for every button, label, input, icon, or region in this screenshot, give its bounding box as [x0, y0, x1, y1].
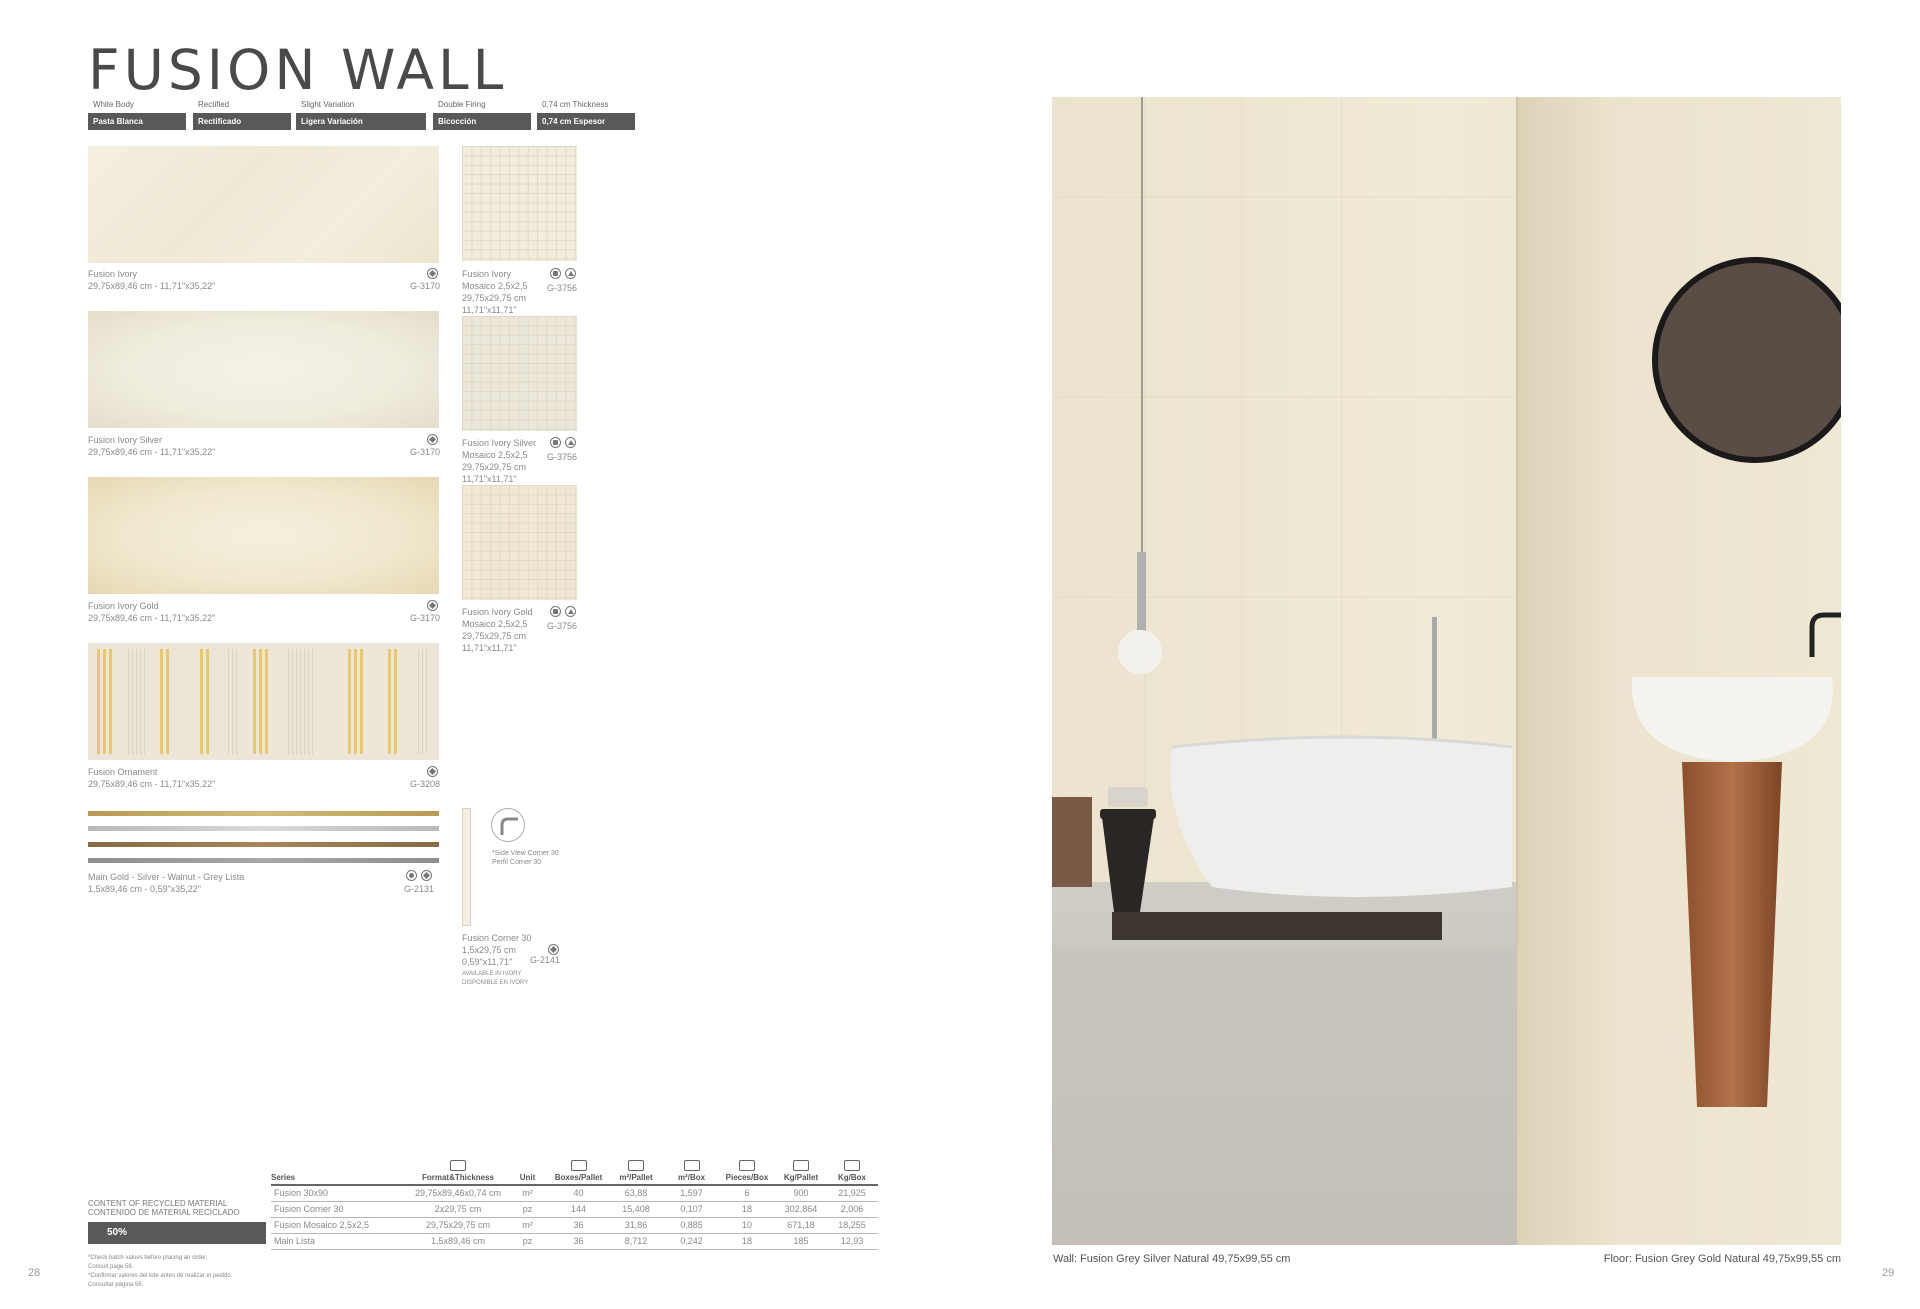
corner-profile-icon — [491, 808, 525, 842]
cell: 1,597 — [665, 1185, 718, 1201]
feature-label-es: Bicocción — [433, 113, 531, 130]
cell: 0,242 — [665, 1233, 718, 1249]
floor-caption: Floor: Fusion Grey Gold Natural 49,75x99,55 cm — [1603, 1253, 1841, 1265]
cell: Fusion 30x90 — [271, 1185, 411, 1201]
header-label: Pieces/Box — [725, 1173, 769, 1182]
feature-slight-variation — [296, 100, 426, 130]
header-series: Series — [271, 1173, 296, 1182]
tile-size: 1,5x29,75 cm — [462, 945, 517, 955]
corner-piece-image — [462, 808, 471, 926]
header-unit: Unit — [519, 1173, 536, 1182]
bathroom-photo — [1052, 97, 1841, 1245]
tile-fusion-ornament-image — [88, 643, 439, 760]
tile-mosaic-silver-image — [462, 316, 577, 431]
tile-name: Fusion Ivory — [88, 269, 138, 279]
tile-size: 29,75x89,46 cm - 11,71"x35,22" — [88, 281, 216, 291]
tile-size-inches: 11,71"x11,71" — [462, 305, 517, 315]
tile-name: Fusion Ivory Gold — [462, 607, 533, 617]
tile-fusion-ivory-silver-image — [88, 311, 439, 428]
header-label: Format&Thickness — [421, 1173, 495, 1182]
cell: 900 — [776, 1185, 826, 1201]
bathroom-scene-graphic — [1052, 97, 1841, 1245]
header-label: Boxes/Pallet — [554, 1173, 603, 1182]
tile-size: 1,5x89,46 cm - 0,59"x35,22" — [88, 884, 201, 894]
diamond-icon — [421, 870, 432, 881]
cell: 0,885 — [665, 1217, 718, 1233]
cell: 29,75x89,46x0,74 cm — [411, 1185, 505, 1201]
cell: pz — [505, 1233, 550, 1249]
footnote-line: Consultar página 58. — [88, 1282, 144, 1288]
tile-mosaic-ivory-image — [462, 146, 577, 261]
diamond-icon — [548, 944, 559, 955]
feature-label-es: Rectificado — [193, 113, 291, 130]
feature-label-en: Slight Variation — [301, 100, 355, 109]
pallet-weight-icon — [793, 1160, 809, 1171]
tile-code: G-2131 — [404, 884, 435, 894]
tile-size-inches: 11,71"x11,71" — [462, 643, 517, 653]
lista-walnut-bar — [88, 842, 439, 847]
lista-silver-bar — [88, 826, 439, 831]
cell: 2,006 — [826, 1201, 878, 1217]
footnote-line: *Check batch values before placing an order. — [88, 1255, 208, 1261]
header-label: m²/Box — [677, 1173, 706, 1182]
tile-code: G-2141 — [530, 955, 561, 965]
page-number-right: 29 — [1882, 1267, 1895, 1279]
tile-size: 29,75x29,75 cm — [462, 293, 527, 303]
cell: 18 — [718, 1201, 776, 1217]
cell: 2x29,75 cm — [411, 1201, 505, 1217]
recycled-value-badge: 50% — [88, 1222, 266, 1244]
tile-subname: Mosaico 2,5x2,5 — [462, 450, 528, 460]
table-row — [271, 1185, 878, 1201]
cell: pz — [505, 1201, 550, 1217]
lista-grey-bar — [88, 858, 439, 863]
side-view-label-es: Perfil Corner 30 — [492, 859, 542, 866]
square-icon — [550, 437, 561, 448]
tile-fusion-ivory-gold-image — [88, 477, 439, 594]
tile-mosaic-gold-image — [462, 485, 577, 600]
header-format — [411, 1158, 505, 1185]
tile-format-icon — [450, 1160, 466, 1171]
tile-code: G-3208 — [410, 779, 441, 789]
tile-code: G-3170 — [410, 281, 441, 291]
tile-size: 29,75x89,46 cm - 11,71"x35,22" — [88, 447, 216, 457]
cell: m² — [505, 1217, 550, 1233]
tile-name: Fusion Ivory — [462, 269, 512, 279]
tile-size-inches: 0,59"x11,71" — [462, 957, 513, 967]
table-row — [271, 1201, 878, 1217]
cell: 12,93 — [826, 1233, 878, 1249]
feature-thickness — [537, 100, 635, 130]
cell: Main Lista — [271, 1233, 411, 1249]
tile-code: G-3756 — [547, 621, 578, 631]
tile-code: G-3170 — [410, 447, 441, 457]
feature-label-en: White Body — [93, 100, 134, 109]
header-label: Kg/Box — [838, 1173, 866, 1182]
cell: 18,255 — [826, 1217, 878, 1233]
corner-profile-graphic — [492, 809, 526, 843]
tile-name: Fusion Ivory Gold — [88, 601, 159, 611]
header-m2-pallet — [607, 1158, 665, 1185]
header-label: Kg/Pallet — [783, 1173, 819, 1182]
pallet-area-icon — [628, 1160, 644, 1171]
cell: 21,925 — [826, 1185, 878, 1201]
tile-fusion-ivory-image — [88, 146, 439, 263]
tile-size: 29,75x29,75 cm — [462, 631, 527, 641]
cell: 40 — [550, 1185, 607, 1201]
recycled-label-es: CONTENIDO DE MATERIAL RECICLADO — [88, 1208, 240, 1217]
side-view-label: *Side View Corner 30 — [492, 850, 559, 857]
pallet-icon — [571, 1160, 587, 1171]
tile-code: G-3756 — [547, 452, 578, 462]
tile-size: 29,75x89,46 cm - 11,71"x35,22" — [88, 613, 216, 623]
cell: 36 — [550, 1233, 607, 1249]
page-number-left: 28 — [28, 1267, 41, 1279]
square-icon — [550, 268, 561, 279]
footnote-line: Consult page 58. — [88, 1264, 134, 1270]
header-kg-box — [826, 1158, 878, 1185]
wall-caption: Wall: Fusion Grey Silver Natural 49,75x99,55 cm — [1053, 1253, 1291, 1265]
tile-name: Fusion Ivory Silver — [462, 438, 537, 448]
cell: 18 — [718, 1233, 776, 1249]
cell: 31,86 — [607, 1217, 665, 1233]
tile-size: 29,75x29,75 cm — [462, 462, 527, 472]
tile-name: Fusion Corner 30 — [462, 933, 532, 943]
diamond-icon — [427, 434, 438, 445]
box-pieces-icon — [739, 1160, 755, 1171]
header-boxes-pallet — [550, 1158, 607, 1185]
feature-label-en: Double Firing — [438, 100, 486, 109]
cell: m² — [505, 1185, 550, 1201]
cell: 8,712 — [607, 1233, 665, 1249]
header-label: m²/Pallet — [619, 1173, 653, 1182]
table-row — [271, 1233, 878, 1249]
feature-white-body — [88, 100, 186, 130]
table-row — [271, 1217, 878, 1233]
header-m2-box — [665, 1158, 718, 1185]
feature-double-firing — [433, 100, 531, 130]
cell: 1,5x89,46 cm — [411, 1233, 505, 1249]
tile-size-inches: 11,71"x11,71" — [462, 474, 517, 484]
table-header-row — [271, 1158, 878, 1185]
availability-label-es: DISPONIBLE EN IVORY — [462, 980, 529, 986]
lista-gold-bar — [88, 811, 439, 816]
cell: Fusion Mosaico 2,5x2,5 — [271, 1217, 411, 1233]
cell: 144 — [550, 1201, 607, 1217]
feature-label-en: Rectified — [198, 100, 230, 109]
availability-label: AVAILABLE IN IVORY — [462, 971, 522, 977]
cell: 0,107 — [665, 1201, 718, 1217]
cell: 6 — [718, 1185, 776, 1201]
tile-code: G-3756 — [547, 283, 578, 293]
tile-size: 29,75x89,46 cm - 11,71"x35,22" — [88, 779, 216, 789]
feature-label-es: Pasta Blanca — [88, 113, 186, 130]
square-icon — [550, 606, 561, 617]
tile-code: G-3170 — [410, 613, 441, 623]
cell: Fusion Corner 30 — [271, 1201, 411, 1217]
diamond-icon — [427, 268, 438, 279]
tile-subname: Mosaico 2,5x2,5 — [462, 619, 528, 629]
feature-label-es: Ligera Variación — [296, 113, 426, 130]
feature-rectified — [193, 100, 291, 130]
tile-name: Main Gold - Silver - Walnut - Grey Lista — [88, 872, 245, 882]
header-pieces-box — [718, 1158, 776, 1185]
circle-icon — [406, 870, 417, 881]
footnote-line: *Confirmar valores del lote antes de realizar el pedido. — [88, 1273, 233, 1279]
tile-name: Fusion Ornament — [88, 767, 158, 777]
cell: 29,75x29,75 cm — [411, 1217, 505, 1233]
header-kg-pallet — [776, 1158, 826, 1185]
cell: 10 — [718, 1217, 776, 1233]
recycled-label-en: CONTENT OF RECYCLED MATERIAL — [88, 1199, 228, 1208]
tile-subname: Mosaico 2,5x2,5 — [462, 281, 528, 291]
recycled-content-label — [88, 1199, 268, 1217]
cell: 185 — [776, 1233, 826, 1249]
ornament-stripes-graphic — [88, 643, 439, 760]
cell: 302,864 — [776, 1201, 826, 1217]
triangle-icon — [565, 606, 576, 617]
cell: 15,408 — [607, 1201, 665, 1217]
box-area-icon — [684, 1160, 700, 1171]
cell: 671,18 — [776, 1217, 826, 1233]
feature-label-es: 0,74 cm Espesor — [537, 113, 635, 130]
tile-name: Fusion Ivory Silver — [88, 435, 163, 445]
cell: 36 — [550, 1217, 607, 1233]
footnotes — [88, 1254, 288, 1290]
page-title: FUSION WALL — [88, 38, 508, 102]
triangle-icon — [565, 437, 576, 448]
triangle-icon — [565, 268, 576, 279]
diamond-icon — [427, 766, 438, 777]
box-weight-icon — [844, 1160, 860, 1171]
diamond-icon — [427, 600, 438, 611]
cell: 63,88 — [607, 1185, 665, 1201]
feature-label-en: 0,74 cm Thickness — [542, 100, 609, 109]
packaging-table — [271, 1158, 878, 1250]
